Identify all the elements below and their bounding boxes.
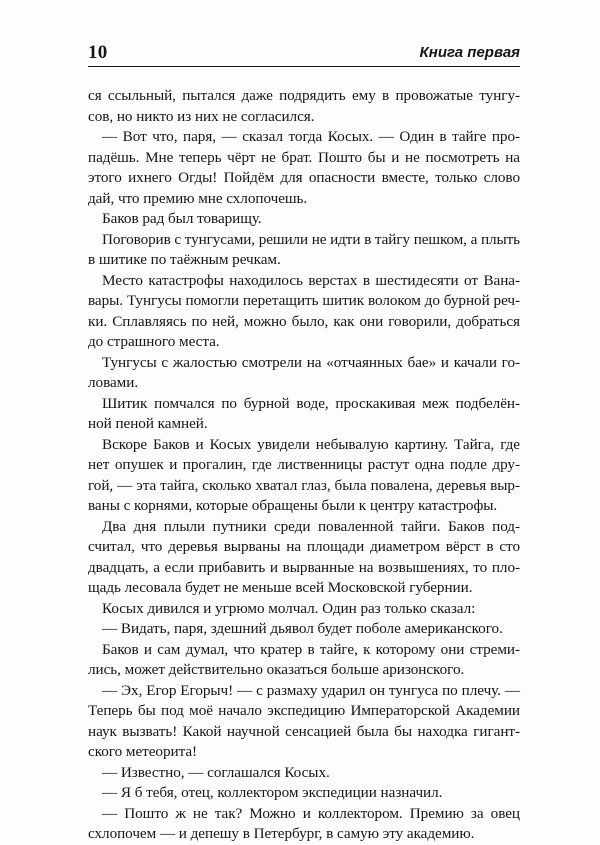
text-line: Теперь бы под моё начало экспедицию Императорской Академии: [88, 702, 520, 719]
text-line: — Эх, Егор Егорыч! — с размаху ударил он тунгуса по плечу. —: [102, 681, 520, 699]
text-line: наук вызвать! Какой научной сенсацией была бы находка гигант-: [88, 722, 520, 740]
text-line: ся ссыльный, пытался даже подрядить ему в провожатые тунгу-: [88, 87, 520, 104]
body-text: [88, 86, 520, 845]
text-line: Поговорив с тунгусами, решили не идти в тайгу пешком, а плыть: [102, 230, 520, 248]
text-line: вары. Тунгусы помогли перетащить шитик волоком до бурной реч-: [88, 292, 520, 309]
text-line: ваны с корнями, которые обращены были к центру катастрофы.: [88, 497, 498, 514]
text-line: падёшь. Мне теперь чёрт не брат. Пошто бы и не посмотреть на: [88, 148, 520, 166]
text-line: Баков рад был товарищу.: [102, 210, 262, 227]
text-line: схлопочем — и депешу в Петербург, в самую эту академию.: [88, 825, 475, 842]
text-line: в шитике по таёжным речкам.: [88, 251, 281, 268]
page-header: [88, 42, 520, 66]
text-line: — Вот что, паря, — сказал тогда Косых. — Один в тайге про-: [102, 128, 520, 145]
text-line: — Известно, — соглашался Косых.: [102, 763, 330, 781]
text-line: — Видать, паря, здешний дьявол будет поболе американского.: [102, 620, 503, 637]
text-line: Тунгусы с жалостью смотрели на «отчаянных бае» и качали го-: [102, 353, 520, 371]
text-line: двадцать, а если прибавить и вырванные на возвышениях, то пло-: [88, 558, 520, 576]
text-line: — Я б тебя, отец, коллектором экспедиции назначил.: [102, 784, 443, 801]
text-line: этого ихнего Огды! Пойдём для опасности вместе, только слово: [88, 169, 520, 186]
text-line: ловами.: [88, 374, 139, 391]
text-line: Шитик помчался по бурной воде, проскакивая меж подбелён-: [102, 394, 520, 412]
text-line: ной пеной камней.: [88, 415, 208, 432]
text-line: Место катастрофы находилось верстах в шестидесяти от Вана-: [102, 271, 520, 289]
text-line: Вскоре Баков и Косых увидели небывалую картину. Тайга, где: [102, 435, 520, 453]
text-line: Два дня плыли путники среди поваленной тайги. Баков под-: [102, 517, 520, 535]
text-line: нет опушек и прогалин, где лиственницы растут одна подле дру-: [88, 456, 520, 473]
text-line: до страшного места.: [88, 333, 220, 350]
page-number: 10: [88, 42, 108, 63]
text-line: дай, что премию мне схлопочешь.: [88, 189, 308, 207]
text-line: считал, что деревья вырваны на площади диаметром вёрст в сто: [88, 538, 520, 555]
text-line: Баков и сам думал, что кратер в тайге, к которому они стреми-: [102, 640, 520, 658]
text-line: щадь лесовала будет не меньше всей Московской губернии.: [88, 579, 473, 596]
header-rule: [88, 66, 520, 67]
text-line: сов, но никто из них не согласился.: [88, 107, 315, 125]
text-line: гой, — эта тайга, сколько хватал глаз, была повалена, деревья выр-: [88, 476, 520, 494]
text-line: ского метеорита!: [88, 743, 198, 760]
text-line: ки. Сплавляясь по ней, можно было, как они говорили, добраться: [88, 312, 520, 330]
text-line: — Пошто ж не так? Можно и коллектором. Премию за овец: [102, 804, 520, 822]
text-line: лись, может действительно оказаться больше аризонского.: [88, 661, 465, 678]
text-line: Косых дивился и угрюмо молчал. Один раз только сказал:: [102, 599, 476, 617]
running-title: Книга первая: [419, 44, 520, 61]
